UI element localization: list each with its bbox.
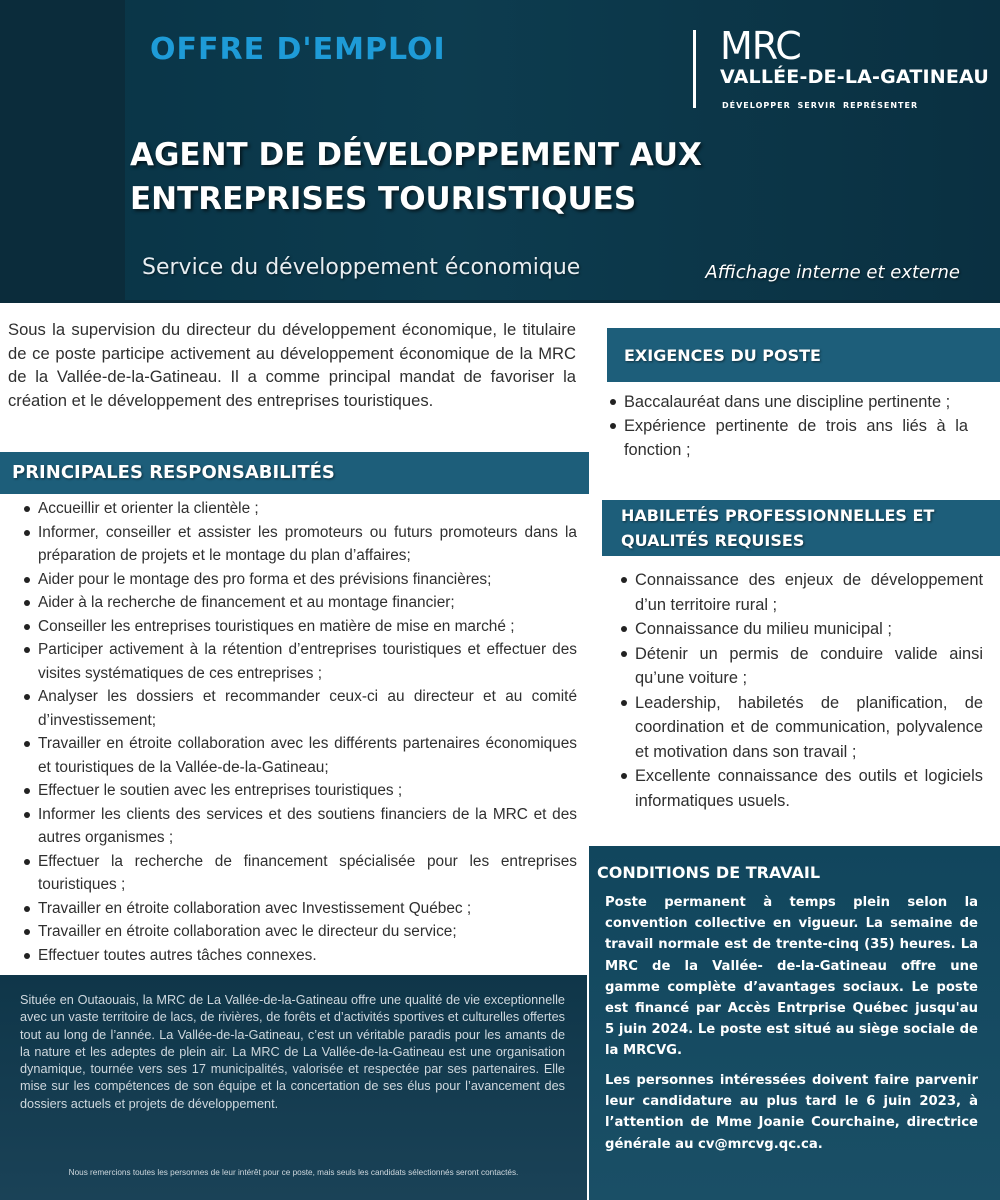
responsibility-item: Effectuer le soutien avec les entreprises touristiques ; xyxy=(22,779,577,803)
responsibility-item: Informer les clients des services et des soutiens financiers de la MRC et des autres organismes ; xyxy=(22,803,577,850)
logo-name: VALLÉE-DE-LA-GATINEAU xyxy=(720,66,989,88)
skill-item: Excellente connaissance des outils et logiciels informatiques usuels. xyxy=(619,764,983,813)
requirement-item: Baccalauréat dans une discipline pertinente ; xyxy=(608,390,968,414)
responsibility-item: Travailler en étroite collaboration avec Investissement Québec ; xyxy=(22,897,577,921)
skill-item: Détenir un permis de conduire valide ainsi qu’une voiture ; xyxy=(619,642,983,691)
logo-divider xyxy=(693,30,696,108)
skill-item: Connaissance des enjeux de développement d’un territoire rural ; xyxy=(619,568,983,617)
posting-type: Affichage interne et externe xyxy=(705,262,960,283)
job-title: AGENT DE DÉVELOPPEMENT AUX ENTREPRISES TOURISTIQUES xyxy=(130,137,702,217)
logo-tagline: DÉVELOPPER SERVIR REPRÉSENTER xyxy=(722,101,919,110)
header-left-strip xyxy=(0,0,125,300)
responsibilities-heading: PRINCIPALES RESPONSABILITÉS xyxy=(0,452,589,494)
responsibility-item: Analyser les dossiers et recommander ceux-ci au directeur et au comité d’investissement; xyxy=(22,685,577,732)
skill-item: Connaissance du milieu municipal ; xyxy=(619,617,983,642)
header-divider xyxy=(0,300,1000,303)
skills-list xyxy=(619,568,983,813)
conditions-panel xyxy=(589,846,1000,1200)
responsibility-item: Travailler en étroite collaboration avec le directeur du service; xyxy=(22,920,577,944)
responsibility-item: Travailler en étroite collaboration avec les différents partenaires économiques et touristiques de la Vallée-de-la-Gatineau; xyxy=(22,732,577,779)
responsibility-item: Aider à la recherche de financement et au montage financier; xyxy=(22,591,577,615)
job-offer-label: OFFRE D'EMPLOI xyxy=(150,32,446,67)
requirements-list xyxy=(608,390,968,462)
intro-paragraph: Sous la supervision du directeur du développement économique, le titulaire de ce poste participe activement au développement économique de la MRC de la Vallée-de-la-Gatineau. Il a comme principal mandat de favoriser la création et le développement des entreprises touristiques. xyxy=(8,320,576,410)
thanks-note: Nous remercions toutes les personnes de leur intérêt pour ce poste, mais seuls les candidats sélectionnés seront contactés. xyxy=(68,1168,519,1177)
responsibility-item: Accueillir et orienter la clientèle ; xyxy=(22,497,577,521)
responsibility-item: Informer, conseiller et assister les promoteurs ou futurs promoteurs dans la préparation de projets et le montage du plan d’affaires; xyxy=(22,521,577,568)
responsibilities-list xyxy=(22,497,577,967)
about-panel xyxy=(0,975,587,1200)
skills-heading-line2: QUALITÉS REQUISES xyxy=(621,531,805,550)
service-name: Service du développement économique xyxy=(142,255,581,280)
skills-heading xyxy=(602,500,1000,556)
requirements-heading: EXIGENCES DU POSTE xyxy=(607,328,1000,382)
responsibility-item: Participer activement à la rétention d’entreprises touristiques et effectuer des visites systématiques de ces entreprises ; xyxy=(22,638,577,685)
skill-item: Leadership, habiletés de planification, de coordination et de communication, polyvalence et motivation dans son travail ; xyxy=(619,691,983,765)
conditions-heading: CONDITIONS DE TRAVAIL xyxy=(597,863,821,882)
requirement-item: Expérience pertinente de trois ans liés à la fonction ; xyxy=(608,414,968,462)
header-banner xyxy=(0,0,1000,300)
responsibility-item: Conseiller les entreprises touristiques en matière de mise en marché ; xyxy=(22,615,577,639)
conditions-paragraph: Poste permanent à temps plein selon la convention collective en vigueur. La semaine de travail normale est de trente-cinq (35) heures. La MRC de la Vallée- de-la-Gatineau offre une gamme complète d’avantages sociaux. Le poste est financé par Accès Entrprise Québec jusqu'au 5 juin 2024. Le poste est situé au siège sociale de la MRCVG. xyxy=(605,895,978,1059)
responsibility-item: Aider pour le montage des pro forma et des prévisions financières; xyxy=(22,568,577,592)
responsibility-item: Effectuer toutes autres tâches connexes. xyxy=(22,944,577,968)
skills-heading-line1: HABILETÉS PROFESSIONNELLES ET xyxy=(621,506,935,525)
logo-mrc: MRC xyxy=(720,24,801,68)
application-paragraph: Les personnes intéressées doivent faire parvenir leur candidature au plus tard le 6 juin 2023, à l’attention de Mme Joanie Courchaine, directrice générale au cv@mrcvg.qc.ca. xyxy=(605,1073,978,1152)
responsibility-item: Effectuer la recherche de financement spécialisée pour les entreprises touristiques ; xyxy=(22,850,577,897)
about-text: Située en Outaouais, la MRC de La Vallée-de-la-Gatineau offre une qualité de vie exceptionnelle avec un vaste territoire de lacs, de rivières, de forêts et d’activités sportives et culturelles offertes tout au long de l’année. La Vallée-de-la-Gatineau, c’est un véritable paradis pour les amants de la nature et les adeptes de plein air. La MRC de La Vallée-de-la-Gatineau est une organisation dynamique, tournée vers ses 17 municipalités, valorisée et respectée par ses partenaires. Elle mise sur les compétences de son équipe et la concertation de ses élus pour l’avancement des dossiers actuels et projets de développement. xyxy=(20,993,565,1111)
